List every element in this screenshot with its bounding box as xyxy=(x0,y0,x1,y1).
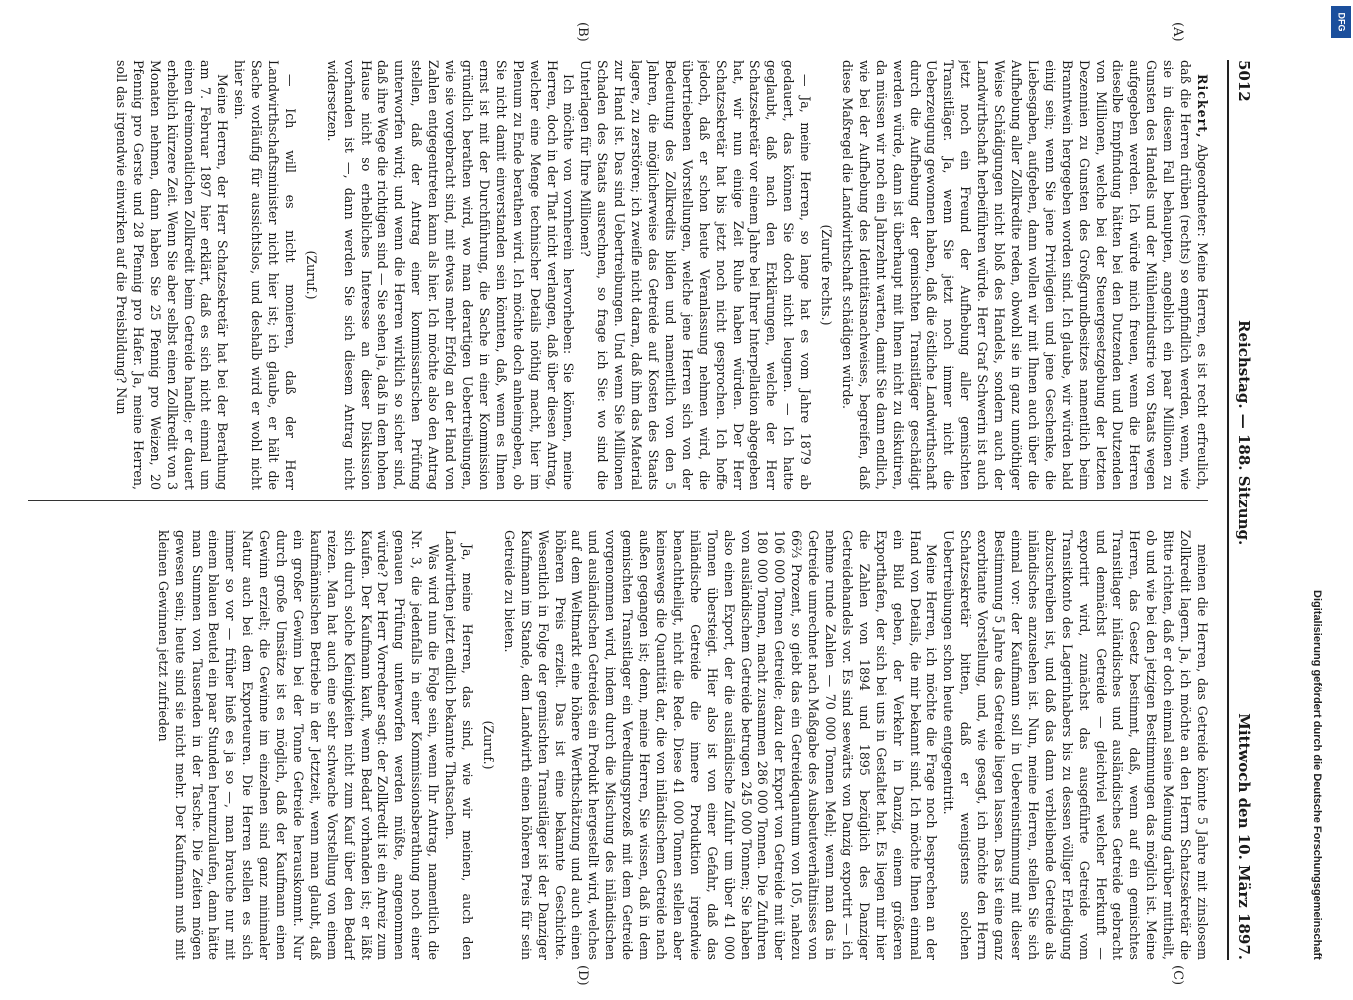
interjection: (Zuruf.) xyxy=(480,720,496,770)
session-date: Mittwoch den 10. März 1897. xyxy=(1235,713,1253,960)
speech-paragraph: meinen die Herren, das Getreide könnte 5 Jahre mit zinslosem Zollkredit lagern. Ja, ich möchte an den Herrn Schatzsekretär die Bitte richten, daß er doch einmal seine Meinung darüber mittheilt, ob und wie bei den jetzigen Bestimmungen das möglich ist. Meine Herren, das Gesetz bestimmt, daß, wenn auf ein gemischtes Transitlager inländisches und ausländisches Getreide gebracht und demnächst Getreide — gleichviel welcher Herkunft — exportirt wird, zunächst das ausgeführte Getreide vom Transitkonto des Lagerinhabers bis zu dessen völliger Erledigung abzuschreiben ist, und daß das dann verbleibende Getreide als inländisches anzusehen ist. Nun, meine Herren, stellen Sie sich einmal vor: der Kaufmann soll in Uebereinstimmung mit dieser Bestimmung 5 Jahre das Getreide liegen lassen. Das ist eine ganz exorbitante Vorstellung, und, wie gesagt, ich möchte den Herrn Schatzsekretär bitten, daß er wenigstens solchen Uebertreibungen schon heute entgegentritt. xyxy=(941,530,1210,960)
interjection: (Zurufe rechts.) xyxy=(819,224,835,326)
right-text-column xyxy=(20,530,1210,960)
margin-marker-a: (A) xyxy=(1170,22,1185,42)
left-text-column xyxy=(20,60,1210,490)
digitization-footer xyxy=(1310,0,1353,1000)
interjection: (Zuruf.) xyxy=(303,250,319,300)
speech-paragraph xyxy=(838,60,1210,490)
session-title: Reichstag. — 188. Sitzung. xyxy=(1235,320,1253,546)
speaker-name: Rickert, xyxy=(1195,74,1210,139)
dfg-logo-text: DFG xyxy=(1336,12,1346,32)
speech-paragraph: Ja, meine Herren, das sind, wie wir meinen, auch den Landwirthen jetzt endlich bekannte Thatsachen. xyxy=(443,530,476,960)
dfg-logo xyxy=(1331,6,1351,38)
page-header xyxy=(1227,60,1265,960)
speech-paragraph: Was wird nun die Folge sein, wenn Ihr Antrag, namentlich die Nr. 3, die jedenfalls in einer Kommissionsberathung noch einer genauen Prüfung unterworfen werden müßte, angenommen würde? Der Herr Vorredner sagt: der Zollkredit ist ein Anreiz zum Kaufen. Der Kaufmann kauft, wenn Bedarf vorhanden ist; er läßt sich durch solche Kleinigkeiten nicht zum Kauf über den Bedarf reizen. Man hat auch eine sehr schwache Vorstellung von einem kaufmännischen Betriebe in der Jetztzeit, wenn man glaubt, daß ein großer Gewinn bei der Tonne Getreide herauskommt. Nur durch große Umsätze ist es möglich, daß der Kaufmann einen Gewinn erzielt; die Gewinne im einzelnen sind ganz minimaler Natur auch bei dem Exporteuren. Die Herren stellen es sich immer so vor — früher hieß es ja so —, man brauche nur mit einem blauen Beutel ein paar Stunden herumzulaufen, dann hätte man Summen von Tausenden in der Tasche. Die Zeiten mögen gewesen sein; heute sind sie nicht mehr. Der Kaufmann muß mit kleinen Gewinnen jetzt zufrieden xyxy=(155,530,442,960)
speech-paragraph: — Ja, meine Herren, so lange hat es vom Jahre 1879 ab gedauert, das können Sie doch nicht leugnen. — Ich hatte geglaubt, daß nach den Erklärungen, welche der Herr Schatzsekretär vor einem Jahre bei Ihrer Interpellation abgegeben hat, wir nun einige Zeit Ruhe haben würden. Der Herr Schatzsekretär hat bis jetzt noch nicht gesprochen. Ich hoffe jedoch, daß er schon heute Veranlassung nehmen wird, die übertriebenen Vorstellungen, welche jene Herren sich von der Bedeutung des Zollkredits bilden und namentlich von den 5 Jahren, die möglicherweise das Getreide auf Kosten des Staats lagere, zu zerstören; ich zweifle nicht daran, daß ihm das Material zur Hand ist. Das sind Uebertreibungen. Und wenn Sie Millionen Schaden des Staats ausrechnen, so frage ich Sie: wo sind die Unterlagen für Ihre Millionen? xyxy=(578,60,814,490)
funding-note: Digitalisierung gefördert durch die Deutsche Forschungsgemeinschaft xyxy=(1311,590,1323,960)
margin-marker-c: (C) xyxy=(1170,965,1185,986)
margin-marker-d: (D) xyxy=(575,965,590,986)
page-number: 5012 xyxy=(1235,60,1253,102)
speech-paragraph: Meine Herren, ich möchte die Frage noch besprechen an der Hand von Details, die mir bekannt sind. Ich möchte Ihnen einmal ein Bild geben, der Verkehr in Danzig, einem größeren Exporthafen, der sich bei uns in Gestaltet hat. Es liegen mir hier die Zahlen von 1894 und 1895 bezüglich des Danziger Getreidehandels vor. Es sind seewärts von Danzig exportirt — ich nehme runde Zahlen — 70 000 Tonnen Mehl; wenn man das in Getreide umrechnet nach Maßgabe des Ausbeuteverhältnisses von 66⅔ Prozent, so giebt das ein Getreidequantum von 105, nahezu 106 000 Tonnen Getreide; dazu der Export von Getreide mit über 180 000 Tonnen, macht zusammen 286 000 Tonnen. Die Zufuhren von ausländischem Getreide betrugen 245 000 Tonnen; Sie haben also einen Export, der die ausländische Zufuhr um über 41 000 Tonnen übersteigt. Hier also ist von einer Gefahr, daß das inländische Getreide die innere Produktion irgendwie benachtheiligt, nicht die Rede. Diese 41 000 Tonnen stellen aber keineswegs die Quantität dar, die von inländischem Getreide nach außen gegangen ist; denn, meine Herren, Sie wissen, daß in dem gemischten Transitlager ein Veredlungsprozeß mit dem Getreide vorgenommen wird, indem durch die Mischung des inländischen und ausländischen Getreides ein Produkt hergestellt wird, welches auf dem Weltmarkt eine höhere Werthschätzung und auch einen höheren Preis erzielt. Das ist eine bekannte Geschichte. Wesentlich in Folge der gemischten Transitläger ist der Danziger Kaufmann im Stande, dem Landwirth einen höheren Preis für sein Getreide zu bieten. xyxy=(501,530,940,960)
column-divider xyxy=(28,500,1208,501)
margin-marker-b: (B) xyxy=(575,22,590,42)
speech-text: Abgeordneter: Meine Herren, es ist recht erfreulich, daß die Herren drüben (rechts) so empfindlich werden, wenn, wie sie in diesem Fall behaupten, angeblich ein paar Millionen zu Gunsten des Handels und der Mühlenindustrie von Staats wegen aufgegeben werden. Ich würde mich freuen, wenn die Herren dieselbe Empfindung hätten bei den Dutzenden und Dutzenden von Millionen, welche bei der Steuergesetzgebung der letzten Dezennien zu Gunsten des Großgrundbesitzes namentlich beim Branntwein hergegeben worden sind. Ich glaube, wir würden bald einig sein; wenn Sie jene Privilegien und jene Geschenke, die Liebesgaben, aufgeben, dann wollen wir mit Ihnen auch über die Aufhebung aller Zollkredite reden, obwohl sie in ganz unnöthiger Weise Schädigungen nicht bloß des Handels, sondern auch der Landwirthschaft herbeiführen würde. Herr Graf Schwerin ist auch jetzt noch ein Freund der Aufhebung aller gemischten Transitläger. Ja, wenn Sie jetzt noch immer nicht die Ueberzeugung gewonnen haben, daß die östliche Landwirthschaft durch die Aufhebung der gemischten Transitläger geschädigt werden würde, dann ist überhaupt mit Ihnen nicht zu diskutiren, da müssen wir noch ein Jahrzehnt warten, damit Sie dann endlich, wie bei der Aufhebung des Identitätsnachweises, begreifen, daß diese Maßregel die Landwirthschaft schädigen würde. xyxy=(839,60,1210,490)
speech-paragraph: Meine Herren, der Herr Schatzsekretär hat bei der Berathung am 7. Februar 1897 hier erklärt, daß es sich nicht einmal um einen dreimonatlichen Zollkredit beim Getreide handle; er dauert erheblich kürzere Zeit. Wenn Sie aber selbst einen Zollkredit von 3 Monaten nehmen, dann haben Sie 25 Pfennig pro Weizen, 20 Pfennig pro Gerste und 28 Pfennig pro Hafer. Ja, meine Herren, soll das irgendwie einwirken auf die Preisbildung? Nun xyxy=(113,60,231,490)
speech-paragraph: — Ich will es nicht monieren, daß der Herr Landwirthschaftsminister nicht hier ist; ich glaube, er hält die Sache vorläufig für aussichtslos, und deshalb wird er wohl nicht hier sein. xyxy=(232,60,298,490)
speech-paragraph: Ich möchte von vornherein hervorheben: Sie können, meine Herren, doch in der That nicht verlangen, daß über diesen Antrag, welcher eine Menge technischer Details nöthig macht, hier im Plenum zu Ende berathen wird. Ich möchte doch anheimgeben, ob Sie nicht damit einverstanden sein könnten, daß, wenn es Ihnen ernst ist mit der Durchführung, die Sache in einer Kommission gründlich berathen wird, wo man derartigen Uebertreibungen, wie sie vorgebracht sind, mit etwas mehr Erfolg an der Hand von Zahlen entgegentreten kann als hier. Ich möchte also den Antrag stellen, daß der Antrag einer kommissarischen Prüfung unterworfen wird; und wenn die Herren wirklich so sicher sind, daß ihre Wege die richtigen sind — Sie sehen ja, daß in dem hohen Hause nicht so erhebliches Interesse an dieser Diskussion vorhanden ist —, dann werden Sie sich diesem Antrag nicht widersetzen. xyxy=(324,60,577,490)
